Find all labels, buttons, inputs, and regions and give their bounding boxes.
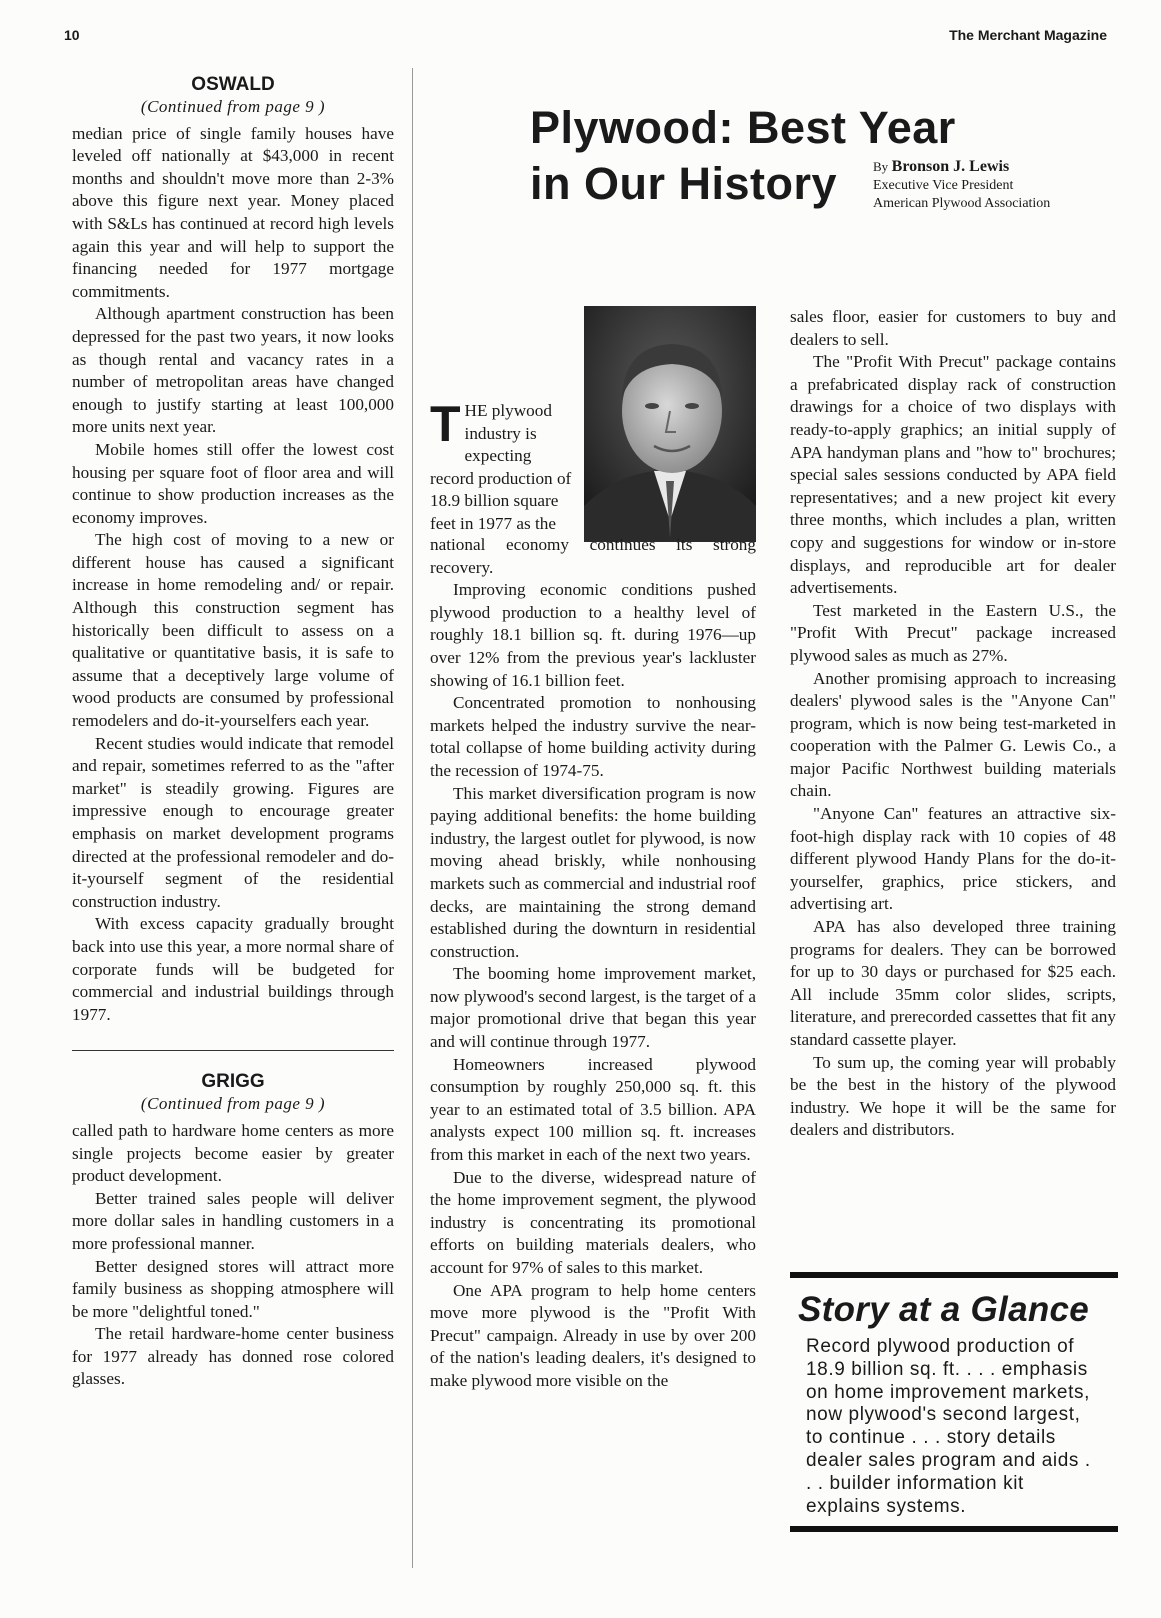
oswald-paragraph: Mobile homes still offer the lowest cost housing per square foot of floor area and will continue to show production increases as the economy improves. (72, 439, 394, 527)
glance-bottom-rule (790, 1526, 1118, 1532)
byline-by: By (873, 159, 889, 174)
article-paragraph: APA has also developed three training programs for dealers. They can be borrowed for up to 30 days or purchased for $25 each. All include 35mm color slides, scripts, literature, and prerecorded cassettes that fit any standard cassette player. (790, 917, 1116, 1049)
grigg-paragraph: The retail hardware-home center business for 1977 already has donned rose colored glasses. (72, 1324, 394, 1389)
grigg-heading: GRIGG (201, 1071, 265, 1093)
byline-organization: American Plywood Association (873, 196, 1051, 211)
article-paragraph: The booming home improvement market, now plywood's second largest, is the target of a major promotional drive that began this year and will continue through 1977. (430, 964, 756, 1052)
article-paragraph: "Anyone Can" features an attractive six-foot-high display rack with 10 copies of 48 different plywood Handy Plans for the do-it-yourselfer, graphics, price stickers, and advertising art. (790, 804, 1116, 914)
byline-author: Bronson J. Lewis (891, 158, 1010, 175)
oswald-continued: (Continued from page 9 ) (140, 97, 326, 116)
article-column-3 (790, 306, 1116, 1142)
article-paragraph: sales floor, easier for customers to buy and dealers to sell. (790, 307, 1116, 349)
article-column-2 (430, 534, 756, 1393)
oswald-paragraph: The high cost of moving to a new or different house has caused a significant increase in home remodeling and/ or repair. Although this construction segment has historically been difficult to assess on a qualitative or quantitative basis, it is safe to assume that a deceptively large volume of wood products are consumed by professional remodelers and do-it-yourselfers each year. (72, 530, 394, 731)
grigg-continued: (Continued from page 9 ) (140, 1094, 326, 1114)
intro-text: HE plywood industry is expecting record production of 18.9 billion square feet in 1977 as the (430, 401, 572, 533)
article-paragraph: To sum up, the coming year will probably be the best in the history of the plywood industry. We hope it will be the same for dealers and distributors. (790, 1052, 1116, 1140)
page-number: 10 (64, 27, 80, 43)
drop-cap: T (430, 396, 461, 452)
article-paragraph: The "Profit With Precut" package contains a prefabricated display rack of construction drawings for a choice of two displays with ready-to-apply graphics; an initial supply of APA handyman plans and "how to" brochures; special sales sessions conducted by APA field representatives; and a new project kit every three months, which includes a plan, written copy and suggestions for window or in-store displays, and reproducible art for dealer advertisements. (790, 352, 1116, 598)
article-paragraph: Concentrated promotion to nonhousing markets helped the industry survive the near-total collapse of home building activity during the recession of 1974-75. (430, 693, 756, 780)
oswald-paragraph: Recent studies would indicate that remodel and repair, sometimes referred to as the "after market" is steadily growing. Figures are impressive enough to encourage greater emphasis on market development programs directed at the professional remodeler and do-it-yourself segment of the residential construction industry. (72, 733, 394, 911)
article-paragraph: One APA program to help home centers move more plywood is the "Profit With Precut" campaign. Already in use by over 200 of the nation's leading dealers, it's designed to make plywood more visible on the (430, 1280, 756, 1390)
glance-body: Record plywood production of 18.9 billion sq. ft. . . . emphasis on home improvement markets, now plywood's second largest, to continue . . . story details dealer sales program and aids . . . builder information kit explains systems. (806, 1336, 1091, 1517)
article-paragraph: Another promising approach to increasing dealers' plywood sales is the "Anyone Can" program, which is now being test-marketed in cooperation with the Palmer G. Lewis Co., a major Pacific Northwest building materials chain. (790, 668, 1116, 801)
glance-top-rule (790, 1272, 1118, 1278)
oswald-paragraph: Although apartment construction has been depressed for the past two years, it now looks as though rental and vacancy rates in a number of metropolitan areas have changed enough to justify starting at least 100,000 more units next year. (72, 304, 394, 437)
grigg-paragraph: Better trained sales people will deliver more dollar sales in handling customers in a more professional manner. (72, 1188, 394, 1253)
column-divider (412, 68, 413, 1568)
article-paragraph: Test marketed in the Eastern U.S., the "Profit With Precut" package increased plywood sales as much as 27%. (790, 600, 1116, 665)
section-divider (72, 1050, 394, 1051)
oswald-paragraph: With excess capacity gradually brought back into use this year, a more normal share of corporate funds will be budgeted for commercial and industrial buildings through 1977. (72, 914, 394, 1024)
headline-line-2: in Our History (530, 158, 838, 209)
author-portrait (584, 306, 756, 542)
glance-title: Story at a Glance (798, 1290, 1090, 1329)
article-paragraph: This market diversification program is now paying additional benefits: the home building industry, the largest outlet for plywood, is now moving ahead briskly, while nonhousing markets such as commercial and industrial roof decks, are maintaining the strong demand established during the downturn in residential construction. (430, 783, 756, 961)
oswald-paragraph: median price of single family houses have leveled off nationally at $43,000 in recent months and shouldn't move more than 2-3% above this figure next year. Money placed with S&Ls has continued at record high levels again this year and will help to support the financing needed for 1977 mortgage commitments. (72, 123, 394, 301)
magazine-name: The Merchant Magazine (949, 27, 1107, 43)
grigg-paragraph: called path to hardware home centers as more single projects become easier by greater product development. (72, 1120, 394, 1186)
story-at-a-glance-box (790, 1272, 1118, 1532)
grigg-paragraph: Better designed stores will attract more family business as shopping atmosphere will be more "delightful toned." (72, 1256, 394, 1321)
article-paragraph: Improving economic conditions pushed plywood production to a healthy level of roughly 18.1 billion sq. ft. during 1976—up over 12% from the previous year's lackluster showing of 16.1 billion feet. (430, 580, 756, 690)
headline-line-1: Plywood: Best Year (530, 102, 956, 153)
oswald-heading: OSWALD (191, 74, 275, 95)
article-paragraph: Homeowners increased plywood consumption by roughly 250,000 sq. ft. this year to an estimated total of 3.5 billion. APA analysts expect 100 million sq. ft. increases from this market in each of the next two years. (430, 1054, 756, 1165)
left-column (72, 74, 394, 1391)
article-paragraph: national economy continues its strong recovery. (430, 535, 756, 577)
byline-title: Executive Vice President (873, 178, 1014, 193)
article-paragraph: Due to the diverse, widespread nature of the home improvement segment, the plywood industry is concentrating its promotional efforts on building materials dealers, who account for 97% of sales to this market. (430, 1167, 756, 1277)
article-intro (430, 396, 578, 536)
byline (873, 158, 1050, 213)
